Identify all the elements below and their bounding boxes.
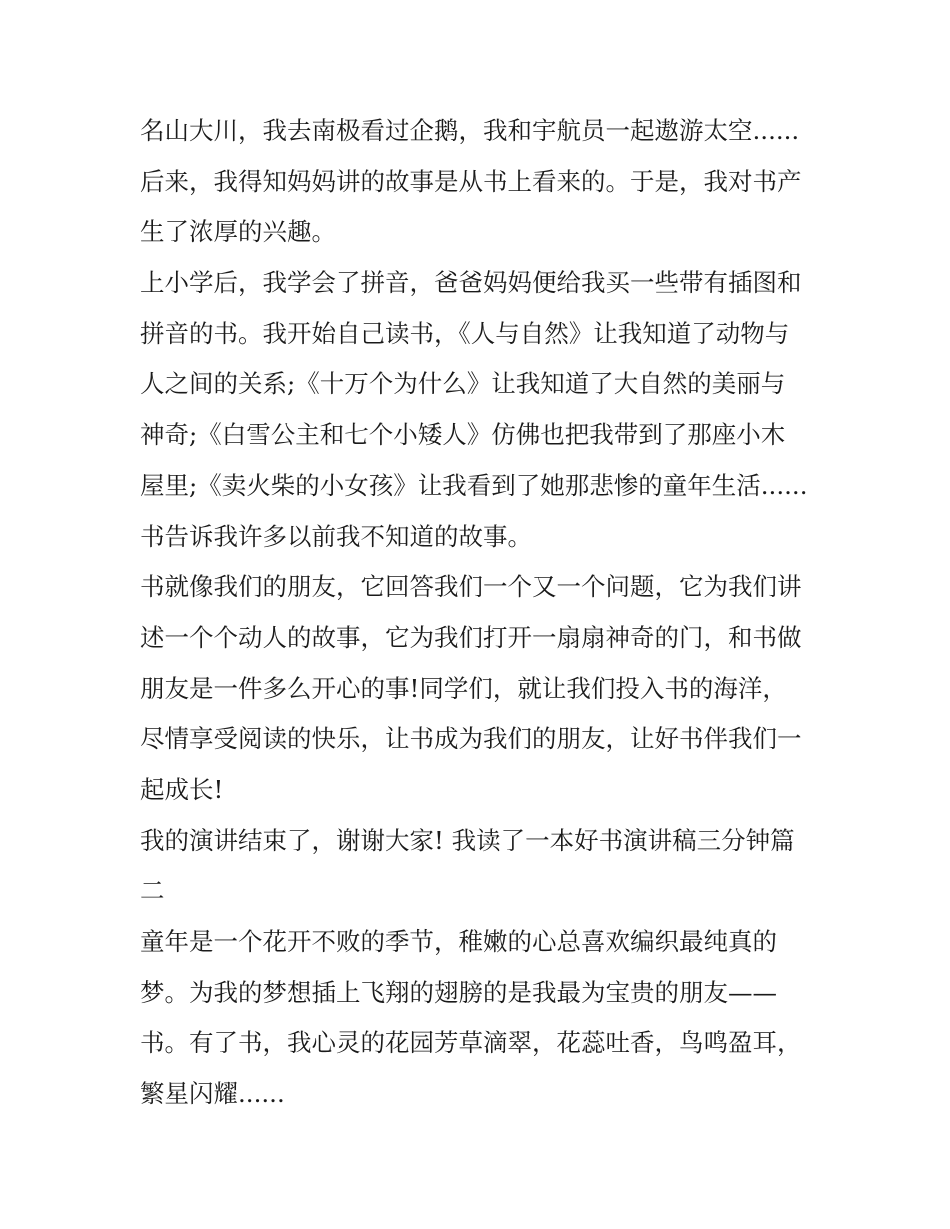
text-line: 名山大川，我去南极看过企鹅，我和宇航员一起遨游太空...... bbox=[140, 116, 800, 145]
text-line: 生了浓厚的兴趣。 bbox=[140, 217, 336, 247]
text-line: 后来，我得知妈妈讲的故事是从书上看来的。于是，我对书产 bbox=[140, 166, 802, 196]
text-line: 神奇;《白雪公主和七个小矮人》仿佛也把我带到了那座小木 bbox=[140, 420, 786, 450]
text-line: 二 bbox=[140, 876, 165, 906]
text-line: 书告诉我许多以前我不知道的故事。 bbox=[140, 521, 532, 551]
text-line: 我的演讲结束了，谢谢大家! 我读了一本好书演讲稿三分钟篇 bbox=[140, 825, 795, 855]
text-line: 童年是一个花开不败的季节，稚嫩的心总喜欢编织最纯真的 bbox=[140, 927, 777, 956]
text-line: 上小学后，我学会了拼音，爸爸妈妈便给我买一些带有插图和 bbox=[140, 268, 802, 298]
text-line: 尽情享受阅读的快乐，让书成为我们的朋友，让好书伴我们一 bbox=[140, 724, 802, 754]
text-line: 屋里;《卖火柴的小女孩》让我看到了她那悲惨的童年生活...... bbox=[140, 470, 808, 500]
text-line: 繁星闪耀...... bbox=[140, 1079, 285, 1109]
text-line: 书。有了书，我心灵的花园芳草滴翠，花蕊吐香，鸟鸣盈耳， bbox=[140, 1028, 802, 1058]
text-line: 书就像我们的朋友，它回答我们一个又一个问题，它为我们讲 bbox=[140, 572, 802, 602]
text-line: 拼音的书。我开始自己读书，《人与自然》让我知道了动物与 bbox=[140, 318, 790, 348]
text-line: 朋友是一件多么开心的事!同学们，就让我们投入书的海洋， bbox=[140, 673, 787, 703]
text-line: 起成长! bbox=[140, 774, 224, 804]
body-text bbox=[140, 106, 820, 1120]
text-line: 人之间的关系;《十万个为什么》让我知道了大自然的美丽与 bbox=[140, 369, 786, 399]
text-line: 述一个个动人的故事，它为我们打开一扇扇神奇的门，和书做 bbox=[140, 622, 802, 652]
text-line: 梦。为我的梦想插上飞翔的翅膀的是我最为宝贵的朋友—— bbox=[140, 977, 777, 1007]
